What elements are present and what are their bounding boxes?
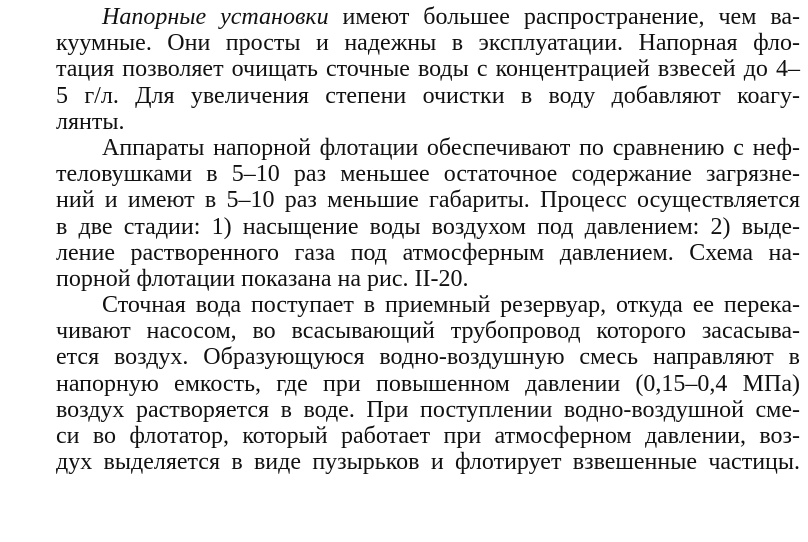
text-line: теловушками в 5–10 раз меньшее остаточное содержание загрязне- [56, 161, 800, 188]
text-line: Аппараты напорной флотации обеспечивают по сравнению с неф- [102, 134, 800, 161]
text-line [10, 4, 800, 30]
text-line: 5 г/л. Для увеличения степени очистки в воду добавляют коагу- [56, 82, 800, 109]
paragraph-2 [10, 135, 800, 292]
text-line: чивают насосом, во всасывающий трубопровод которого засасыва- [56, 318, 800, 345]
text-line: в две стадии: 1) насыщение воды воздухом под давлением: 2) выде- [56, 213, 800, 240]
text-line: порной флотации показана на рис. II-20. [56, 265, 469, 292]
text-line: тация позволяет очищать сточные воды с концентрацией взвесей до 4– [56, 56, 800, 83]
text-line: лянты. [56, 108, 125, 135]
italic-term: Напорные установки [102, 4, 329, 30]
text-line: дух выделяется в виде пузырьков и флотирует взвешенные частицы. [56, 449, 800, 476]
text-line: ний и имеют в 5–10 раз меньшие габариты. Процесс осуществляется [56, 187, 800, 214]
text-line: Сточная вода поступает в приемный резервуар, откуда ее перека- [102, 292, 800, 319]
text-line: напорную емкость, где при повышенном давлении (0,15–0,4 МПа) [56, 370, 800, 397]
paragraph-1 [10, 4, 800, 135]
text-line: воздух растворяется в воде. При поступлении водно-воздушной сме- [56, 396, 800, 423]
text-line-rest: имеют большее распространение, чем ва- [328, 4, 801, 30]
text-line: ление растворенного газа под атмосферным давлением. Схема на- [56, 239, 800, 266]
paragraph-3 [10, 292, 800, 475]
text-line: куумные. Они просты и надежны в эксплуатации. Напорная фло- [56, 30, 800, 57]
text-line: ется воздух. Образующуюся водно-воздушную смесь направляют в [56, 344, 800, 371]
text-line: си во флотатор, который работает при атмосферном давлении, воз- [56, 423, 800, 449]
